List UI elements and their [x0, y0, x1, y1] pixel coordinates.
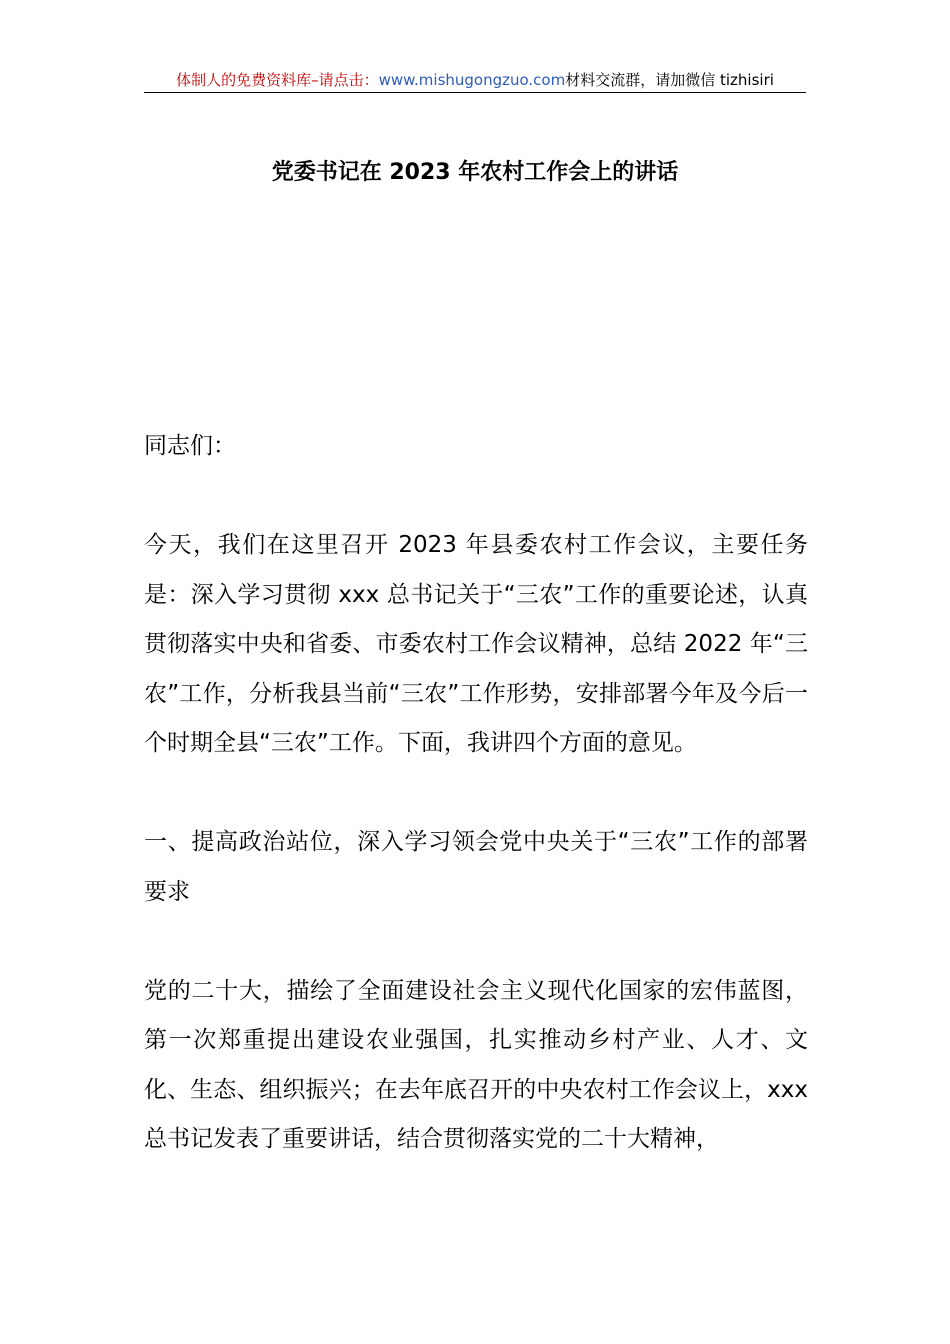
- paragraph-intro: 今天，我们在这里召开 2023 年县委农村工作会议，主要任务是：深入学习贯彻 xxx 总书记关于“三农”工作的重要论述，认真贯彻落实中央和省委、市委农村工作会议精神，总结 2022 年“三农”工作，分析我县当前“三农”工作形势，安排部署今年及今后一个时期全县“三农”工作。下面，我讲四个方面的意见。: [144, 532, 808, 756]
- document-body: [144, 422, 808, 1214]
- header-note: 材料交流群，请加微信 tizhisiri: [565, 71, 774, 89]
- salutation: 同志们：: [144, 433, 236, 459]
- page-header: [144, 68, 806, 93]
- header-prompt: –请点击：: [311, 71, 379, 89]
- document-title: 党委书记在 2023 年农村工作会上的讲话: [271, 160, 679, 185]
- header-link[interactable]: www.mishugongzuo.com: [378, 71, 566, 89]
- section-heading-1: 一、提高政治站位，深入学习领会党中央关于“三农”工作的部署要求: [144, 829, 808, 905]
- paragraph-section-1: 党的二十大，描绘了全面建设社会主义现代化国家的宏伟蓝图，第一次郑重提出建设农业强国，扎实推动乡村产业、人才、文化、生态、组织振兴；在去年底召开的中央农村工作会议上，xxx 总书记发表了重要讲话，结合贯彻落实党的二十大精神，: [144, 977, 808, 1152]
- header-brand: 体制人的免费资料库: [176, 71, 312, 89]
